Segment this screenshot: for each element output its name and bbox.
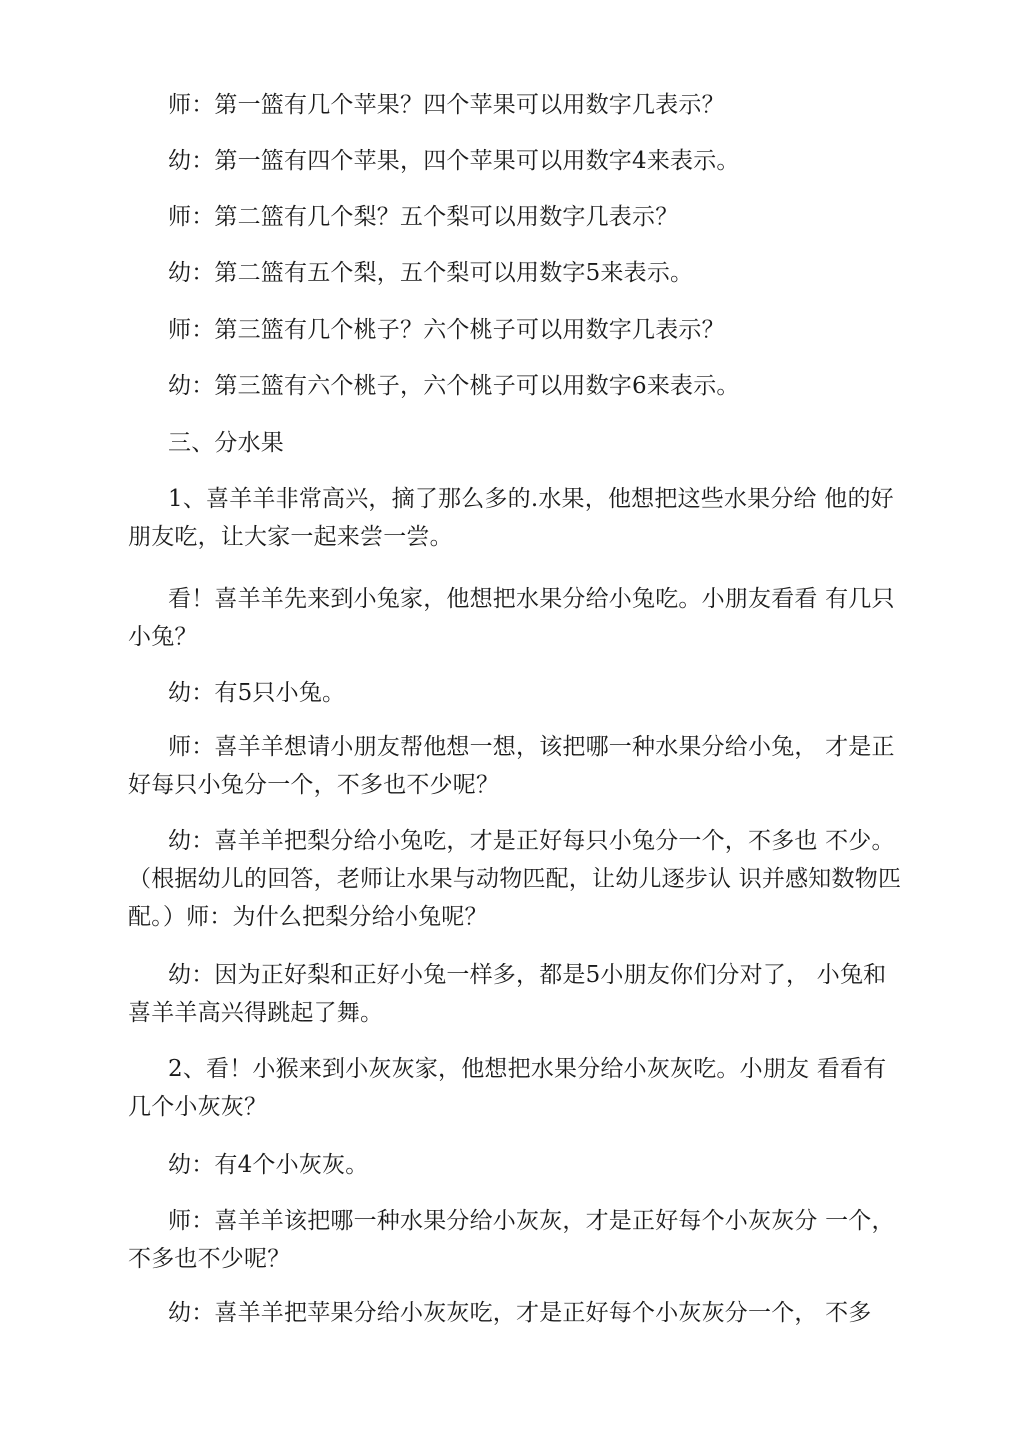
paragraph: 师：第三篮有几个桃子？六个桃子可以用数字几表示？	[168, 317, 725, 343]
paragraph: 幼：第三篮有六个桃子，六个桃子可以用数字6来表示。	[168, 373, 740, 399]
paragraph: 幼：有4个小灰灰。	[168, 1152, 369, 1178]
paragraph: 师：喜羊羊想请小朋友帮他想一想，该把哪一种水果分给小兔， 才是正好每只小兔分一个，不多也不少呢？	[128, 734, 895, 798]
paragraph: 师：喜羊羊该把哪一种水果分给小灰灰，才是正好每个小灰灰分 一个，不多也不少呢？	[128, 1208, 895, 1272]
paragraph: 幼：有5只小兔。	[168, 680, 346, 706]
paragraph: 幼：第二篮有五个梨，五个梨可以用数字5来表示。	[168, 260, 694, 286]
paragraph: 幼：因为正好梨和正好小兔一样多，都是5小朋友你们分对了， 小兔和喜羊羊高兴得跳起了舞。	[128, 962, 887, 1026]
paragraph: 1、喜羊羊非常高兴，摘了那么多的.水果，他想把这些水果分给 他的好朋友吃，让大家一起来尝一尝。	[128, 486, 894, 550]
paragraph: 幼：第一篮有四个苹果，四个苹果可以用数字4来表示。	[168, 148, 740, 174]
section-heading: 三、分水果	[168, 430, 284, 456]
paragraph: 师：第一篮有几个苹果？四个苹果可以用数字几表示？	[168, 92, 725, 118]
paragraph: 师：第二篮有几个梨？五个梨可以用数字几表示？	[168, 204, 679, 230]
paragraph: 幼：喜羊羊把梨分给小兔吃，才是正好每只小兔分一个，不多也 不少。（根据幼儿的回答，老师让水果与动物匹配，让幼儿逐步认 识并感知数物匹配。）师：为什么把梨分给小兔呢？	[128, 828, 902, 930]
paragraph: 2、看！小猴来到小灰灰家，他想把水果分给小灰灰吃。小朋友 看看有几个小灰灰？	[128, 1056, 887, 1120]
paragraph: 看！喜羊羊先来到小兔家，他想把水果分给小兔吃。小朋友看看 有几只小兔？	[128, 586, 895, 650]
paragraph: 幼：喜羊羊把苹果分给小灰灰吃，才是正好每个小灰灰分一个， 不多	[168, 1300, 872, 1326]
